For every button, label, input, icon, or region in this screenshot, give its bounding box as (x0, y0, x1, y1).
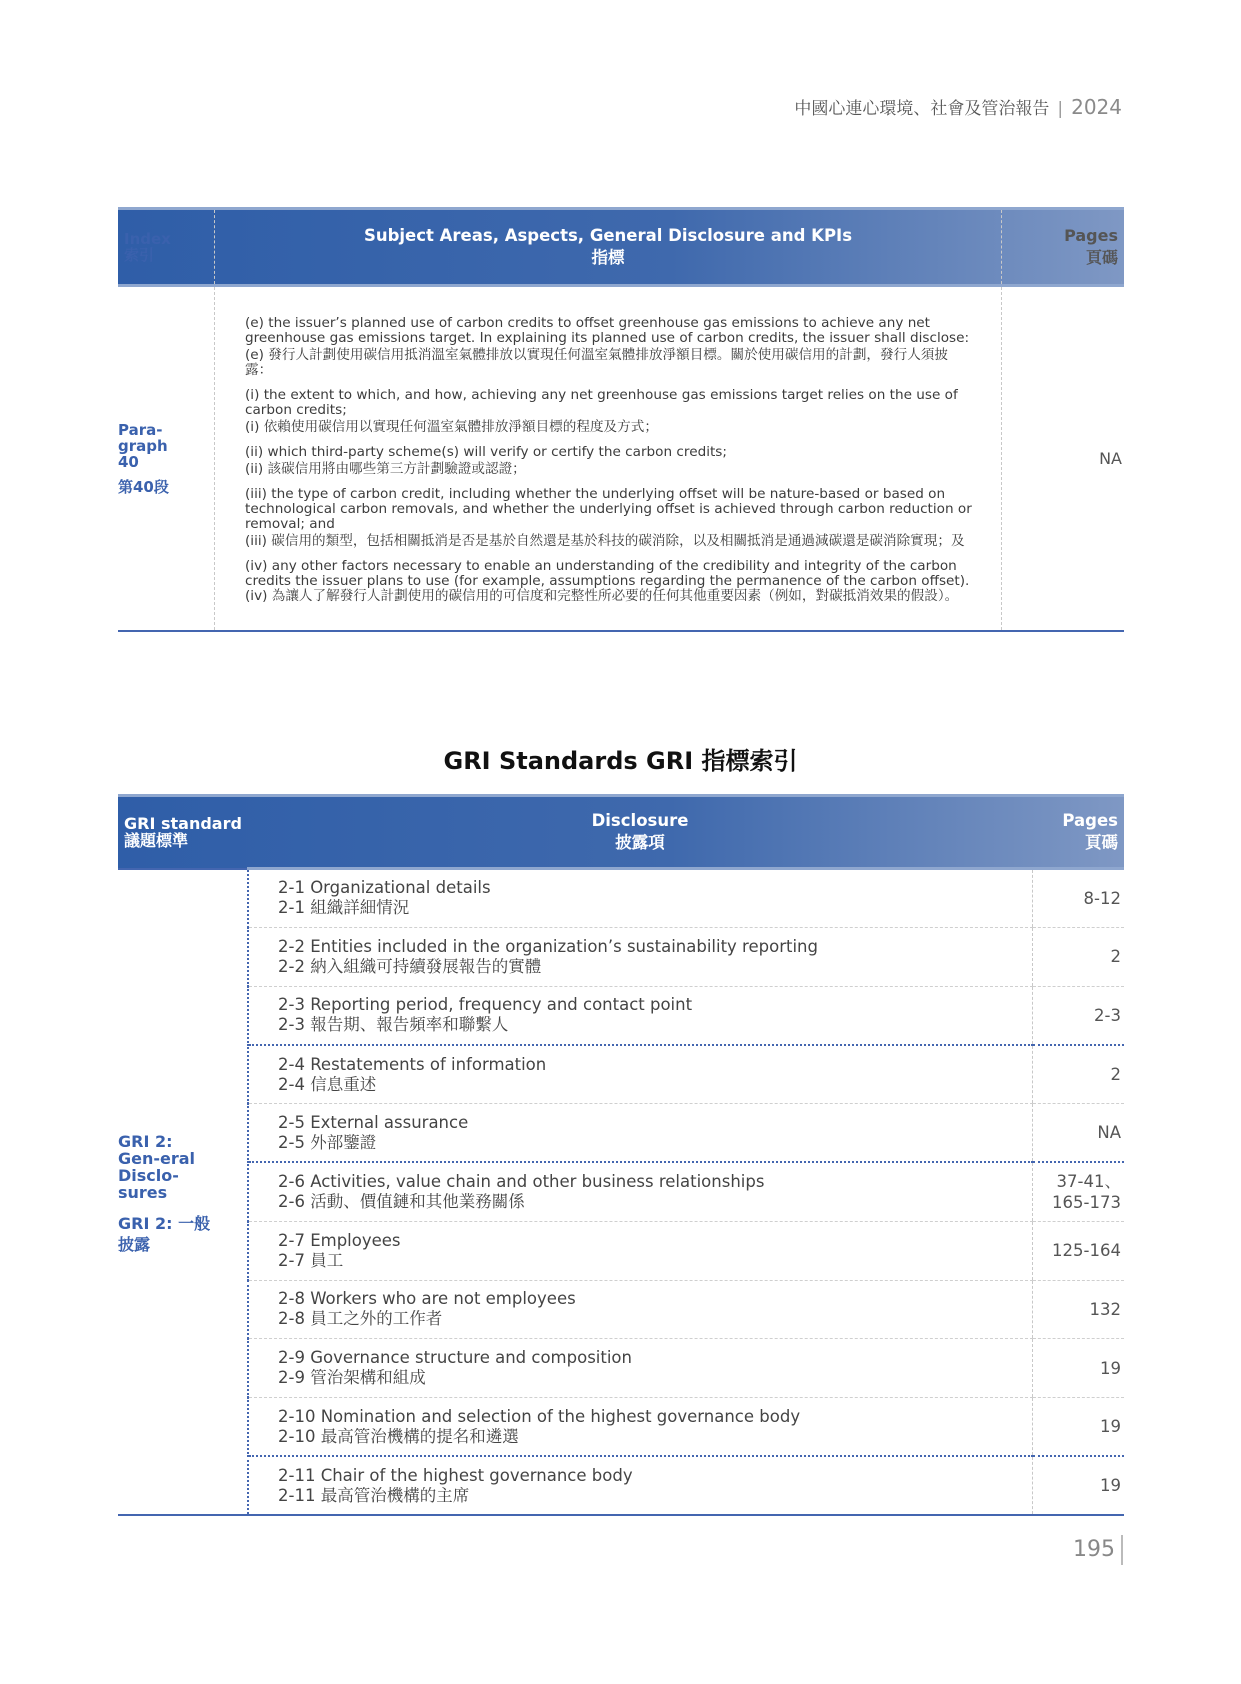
table-row (118, 1104, 1124, 1163)
disclosure-header: Disclosure 披露項 (248, 796, 1032, 869)
paragraph: (iv) 為讓人了解發行人計劃使用的碳信用的可信度和完整性所必要的任何其他重要因素（例如，對碳抵消效果的假設）。 (245, 588, 959, 604)
report-title: 中國心連心環境、社會及管治報告 (794, 99, 1050, 119)
hkex-index-table (118, 207, 1124, 632)
pages-cell: 125-164 (1032, 1221, 1124, 1280)
pages-header: Pages 頁碼 (1002, 209, 1125, 286)
pages-cell: 132 (1032, 1280, 1124, 1339)
subject-cell (215, 286, 1002, 632)
pages-cell: 2 (1032, 927, 1124, 986)
pages-cell: 8-12 (1032, 869, 1124, 928)
report-year: 2024 (1071, 95, 1122, 119)
table-header-row (118, 209, 1124, 286)
table-row (118, 1280, 1124, 1339)
table-row (118, 1398, 1124, 1457)
disclosure-cell: 2-4 Restatements of information 2-4 信息重述 (248, 1045, 1032, 1104)
paragraph: (i) the extent to which, and how, achieving any net greenhouse gas emissions target relies on the use of carbon credits; (245, 387, 958, 418)
disclosure-cell: 2-10 Nomination and selection of the highest governance body 2-10 最高管治機構的提名和遴選 (248, 1398, 1032, 1457)
paragraph: (e) the issuer’s planned use of carbon credits to offset greenhouse gas emissions to achieve any net greenhouse gas emissions target. In explaining its planned use of carbon credits, the issuer shall disclose: (245, 315, 970, 346)
table-row (118, 1221, 1124, 1280)
index-cell (118, 286, 215, 632)
table-row (118, 869, 1124, 928)
pages-cell: 2-3 (1032, 986, 1124, 1045)
pages-header: Pages 頁碼 (1032, 796, 1124, 869)
index-label-zh: 第40段 (118, 478, 169, 496)
disclosure-cell: 2-6 Activities, value chain and other business relationships 2-6 活動、價值鏈和其他業務關係 (248, 1162, 1032, 1221)
disclosure-cell: 2-3 Reporting period, frequency and contact point 2-3 報告期、報告頻率和聯繫人 (248, 986, 1032, 1045)
paragraph: (ii) which third-party scheme(s) will verify or certify the carbon credits; (245, 444, 727, 460)
disclosure-cell: 2-8 Workers who are not employees 2-8 員工之外的工作者 (248, 1280, 1032, 1339)
table-row (118, 286, 1124, 632)
pages-cell: NA (1002, 286, 1125, 632)
table-row (118, 1339, 1124, 1398)
disclosure-cell: 2-7 Employees 2-7 員工 (248, 1221, 1032, 1280)
standard-cell (118, 869, 248, 1516)
pages-cell: 19 (1032, 1456, 1124, 1515)
index-label-en: Para-graph 40 (118, 421, 168, 471)
page-number: 195 (1073, 1535, 1123, 1565)
paragraph: (iii) the type of carbon credit, including whether the underlying offset will be nature-based or based on technological carbon removals, and whether the underlying offset is achieved through carbon reduction or removal; and (245, 486, 972, 532)
pages-cell: NA (1032, 1104, 1124, 1163)
table-row (118, 1456, 1124, 1515)
table-row (118, 1045, 1124, 1104)
disclosure-cell: 2-1 Organizational details 2-1 組織詳細情況 (248, 869, 1032, 928)
paragraph: (i) 依賴使用碳信用以實現任何溫室氣體排放淨額目標的程度及方式； (245, 419, 658, 435)
index-header: Index 索引 (118, 209, 215, 286)
paragraph: (iv) any other factors necessary to enable an understanding of the credibility and integrity of the carbon credits the issuer plans to use (for example, assumptions regarding the permanence of the carbon offset). (245, 558, 970, 589)
paragraph: (iii) 碳信用的類型，包括相關抵消是否是基於自然還是基於科技的碳消除，以及相關抵消是通過減碳還是碳消除實現；及 (245, 533, 965, 549)
section-title: GRI Standards GRI 指標索引 (443, 747, 798, 775)
table-row (118, 1162, 1124, 1221)
table-row (118, 927, 1124, 986)
standard-label-en: GRI 2: Gen-eral Disclo-sures (118, 1131, 196, 1202)
disclosure-cell: 2-11 Chair of the highest governance body 2-11 最高管治機構的主席 (248, 1456, 1032, 1515)
table-row (118, 986, 1124, 1045)
disclosure-cell: 2-2 Entities included in the organization’s sustainability reporting 2-2 納入組織可持續發展報告的實體 (248, 927, 1032, 986)
pages-cell: 37-41、165-173 (1032, 1162, 1124, 1221)
gri-index-table (118, 794, 1124, 1516)
paragraph: (ii) 該碳信用將由哪些第三方計劃驗證或認證； (245, 461, 526, 477)
subject-header: Subject Areas, Aspects, General Disclosure and KPIs 指標 (215, 209, 1002, 286)
pages-cell: 19 (1032, 1339, 1124, 1398)
header-separator: | (1057, 99, 1064, 119)
disclosure-cell: 2-9 Governance structure and composition 2-9 管治架構和組成 (248, 1339, 1032, 1398)
pages-cell: 19 (1032, 1398, 1124, 1457)
standard-header: GRI standard 議題標準 (118, 796, 248, 869)
standard-label-zh: GRI 2: 一般披露 (118, 1213, 211, 1254)
pages-cell: 2 (1032, 1045, 1124, 1104)
report-header (794, 94, 1122, 119)
paragraph: (e) 發行人計劃使用碳信用抵消溫室氣體排放以實現任何溫室氣體排放淨額目標。關於使用碳信用的計劃，發行人須披露： (245, 347, 948, 378)
disclosure-cell: 2-5 External assurance 2-5 外部鑒證 (248, 1104, 1032, 1163)
table-header-row (118, 796, 1124, 869)
